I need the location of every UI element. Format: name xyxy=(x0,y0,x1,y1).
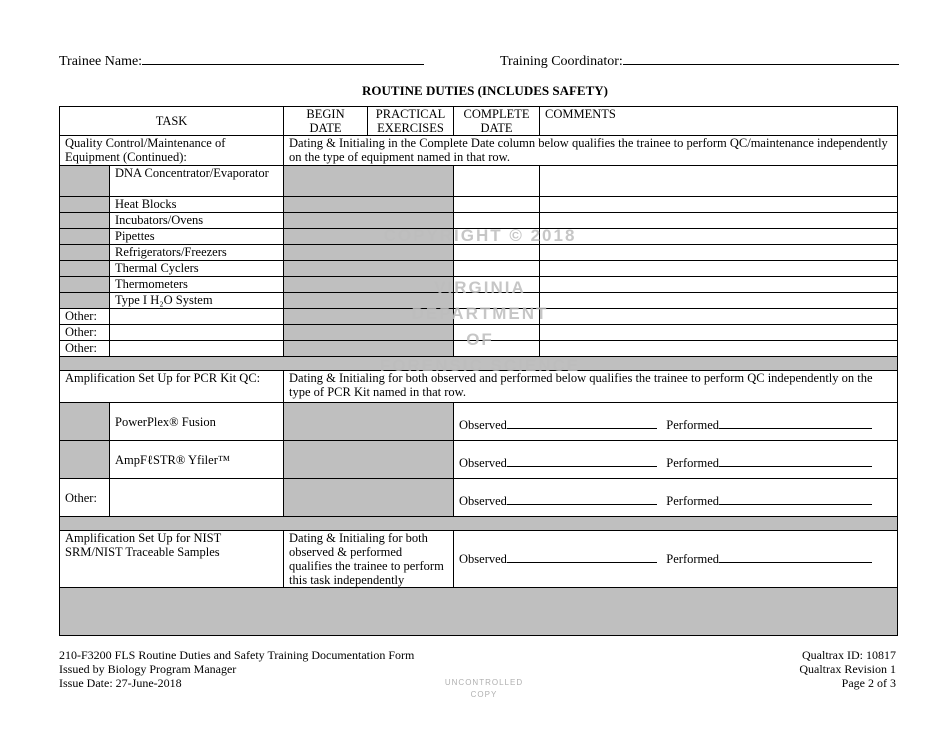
observed-line[interactable] xyxy=(507,418,657,429)
shaded-cell xyxy=(284,197,454,213)
uncontrolled-line2: COPY xyxy=(470,690,498,699)
watermark-virginia: VIRGINIA xyxy=(434,278,526,297)
complete-header-l1: COMPLETE xyxy=(463,107,530,121)
performed-line[interactable] xyxy=(719,456,872,467)
shaded-cell xyxy=(284,245,454,261)
comments-cell[interactable] xyxy=(540,166,898,197)
trainee-name-label: Trainee Name: xyxy=(59,54,143,69)
observed-label: Observed xyxy=(459,552,507,566)
qc-item-label: Thermal Cyclers xyxy=(110,261,284,277)
observed-performed-cell xyxy=(454,531,898,588)
watermark-of: OF xyxy=(466,330,494,349)
begin-header-l1: BEGIN xyxy=(306,107,345,121)
section-spacer-row xyxy=(60,517,898,531)
practical-header-l2: EXERCISES xyxy=(377,121,444,135)
observed-line[interactable] xyxy=(507,552,657,563)
row-number-cell xyxy=(60,245,110,261)
complete-date-cell[interactable] xyxy=(454,261,540,277)
observed-performed-cell xyxy=(454,403,898,441)
other-label: Other: xyxy=(60,325,110,341)
complete-date-cell[interactable] xyxy=(454,166,540,197)
row-number-cell xyxy=(60,261,110,277)
uncontrolled-line1: UNCONTROLLED xyxy=(444,678,524,687)
watermark-department: DEPARTMENT xyxy=(411,304,549,323)
row-number-cell xyxy=(60,293,110,309)
shaded-cell xyxy=(284,166,454,197)
footer-issue-date: Issue Date: 27-June-2018 xyxy=(59,676,182,690)
footer-qualtrax-revision: Qualtrax Revision 1 xyxy=(799,662,896,676)
footer-issued-by: Issued by Biology Program Manager xyxy=(59,662,237,676)
complete-date-cell[interactable] xyxy=(454,245,540,261)
uncontrolled-copy-stamp xyxy=(424,677,544,701)
nist-section-heading: Amplification Set Up for NIST SRM/NIST Traceable Samples xyxy=(60,531,284,588)
performed-line[interactable] xyxy=(719,552,872,563)
comments-header: COMMENTS xyxy=(540,107,898,136)
amp-section-instruction: Dating & Initialing for both observed and performed below qualifies the trainee to perform QC independently on the type of PCR Kit named in that row. xyxy=(284,371,898,403)
row-number-cell xyxy=(60,441,110,479)
shaded-cell xyxy=(284,261,454,277)
section-spacer xyxy=(60,517,898,531)
other-label: Other: xyxy=(60,479,110,517)
comments-cell[interactable] xyxy=(540,245,898,261)
qc-item-label: DNA Concentrator/Evaporator xyxy=(110,166,284,197)
practical-exercises-header xyxy=(368,107,454,136)
trainee-name-line[interactable] xyxy=(142,52,424,65)
amp-section-heading: Amplification Set Up for PCR Kit QC: xyxy=(60,371,284,403)
qc-item-row xyxy=(60,197,898,213)
qc-item-label: Heat Blocks xyxy=(110,197,284,213)
watermark-copyright: COPYRIGHT © 2018 xyxy=(383,226,577,245)
qc-item-label: Incubators/Ovens xyxy=(110,213,284,229)
performed-label: Performed xyxy=(666,493,720,508)
shaded-cell xyxy=(284,479,454,517)
page-title: ROUTINE DUTIES (INCLUDES SAFETY) xyxy=(362,83,608,98)
observed-line[interactable] xyxy=(507,494,657,505)
begin-header-l2: DATE xyxy=(309,121,342,135)
training-coordinator-line[interactable] xyxy=(623,52,899,65)
qc-item-label: Thermometers xyxy=(110,277,284,293)
complete-date-cell[interactable] xyxy=(454,197,540,213)
qc-section-row xyxy=(60,136,898,166)
practical-header-l1: PRACTICAL xyxy=(375,107,446,121)
other-input-cell[interactable] xyxy=(110,479,284,517)
performed-label: Performed xyxy=(666,455,720,470)
other-label: Other: xyxy=(60,341,110,357)
kit-row xyxy=(60,441,898,479)
comments-cell[interactable] xyxy=(540,197,898,213)
kit-label: AmpFℓSTR® Yfiler™ xyxy=(110,441,284,479)
row-number-cell xyxy=(60,229,110,245)
performed-line[interactable] xyxy=(719,418,872,429)
column-header-row xyxy=(60,107,898,136)
other-input-cell[interactable] xyxy=(110,309,284,325)
nist-section-instruction: Dating & Initialing for both observed & performed qualifies the trainee to perform this task independently xyxy=(284,531,454,588)
qc-section-heading: Quality Control/Maintenance of Equipment (Continued): xyxy=(60,136,284,166)
training-coordinator-label: Training Coordinator: xyxy=(500,54,623,69)
watermark-forensic-science: FORENSIC SCIENCE xyxy=(379,356,581,375)
footer-form-title: 210-F3200 FLS Routine Duties and Safety Training Documentation Form xyxy=(59,648,415,662)
kit-other-row xyxy=(60,479,898,517)
footer-right xyxy=(799,648,896,690)
performed-label: Performed xyxy=(666,417,720,432)
row-number-cell xyxy=(60,277,110,293)
kit-row xyxy=(60,403,898,441)
performed-label: Performed xyxy=(666,552,720,566)
shaded-cell xyxy=(284,441,454,479)
bottom-spacer-row xyxy=(60,588,898,636)
other-label: Other: xyxy=(60,309,110,325)
other-input-cell[interactable] xyxy=(110,341,284,357)
kit-label: PowerPlex® Fusion xyxy=(110,403,284,441)
qc-item-row xyxy=(60,166,898,197)
comments-cell[interactable] xyxy=(540,261,898,277)
row-number-cell xyxy=(60,197,110,213)
observed-label: Observed xyxy=(459,417,507,432)
complete-date-header xyxy=(454,107,540,136)
row-number-cell xyxy=(60,403,110,441)
observed-performed-cell xyxy=(454,479,898,517)
task-header: TASK xyxy=(60,107,284,136)
other-input-cell[interactable] xyxy=(110,325,284,341)
observed-label: Observed xyxy=(459,493,507,508)
observed-label: Observed xyxy=(459,455,507,470)
qc-item-label: Type I H₂O System xyxy=(110,293,284,309)
bottom-spacer xyxy=(60,588,898,636)
nist-section-row xyxy=(60,531,898,588)
performed-line[interactable] xyxy=(719,494,872,505)
complete-header-l2: DATE xyxy=(480,121,513,135)
qc-item-label: Refrigerators/Freezers xyxy=(110,245,284,261)
shaded-cell xyxy=(284,403,454,441)
qc-item-row xyxy=(60,245,898,261)
qc-item-row xyxy=(60,261,898,277)
qc-section-instruction: Dating & Initialing in the Complete Date column below qualifies the trainee to perform QC/maintenance independently on the type of equipment named in that row. xyxy=(284,136,898,166)
footer-left xyxy=(59,648,414,690)
footer-qualtrax-id: Qualtrax ID: 10817 xyxy=(802,648,896,662)
observed-performed-cell xyxy=(454,441,898,479)
training-coordinator-field[interactable] xyxy=(500,52,899,70)
row-number-cell xyxy=(60,166,110,197)
qc-item-label: Pipettes xyxy=(110,229,284,245)
begin-date-header xyxy=(284,107,368,136)
footer-page-number: Page 2 of 3 xyxy=(841,676,896,690)
observed-line[interactable] xyxy=(507,456,657,467)
trainee-name-field[interactable] xyxy=(59,52,424,70)
row-number-cell xyxy=(60,213,110,229)
